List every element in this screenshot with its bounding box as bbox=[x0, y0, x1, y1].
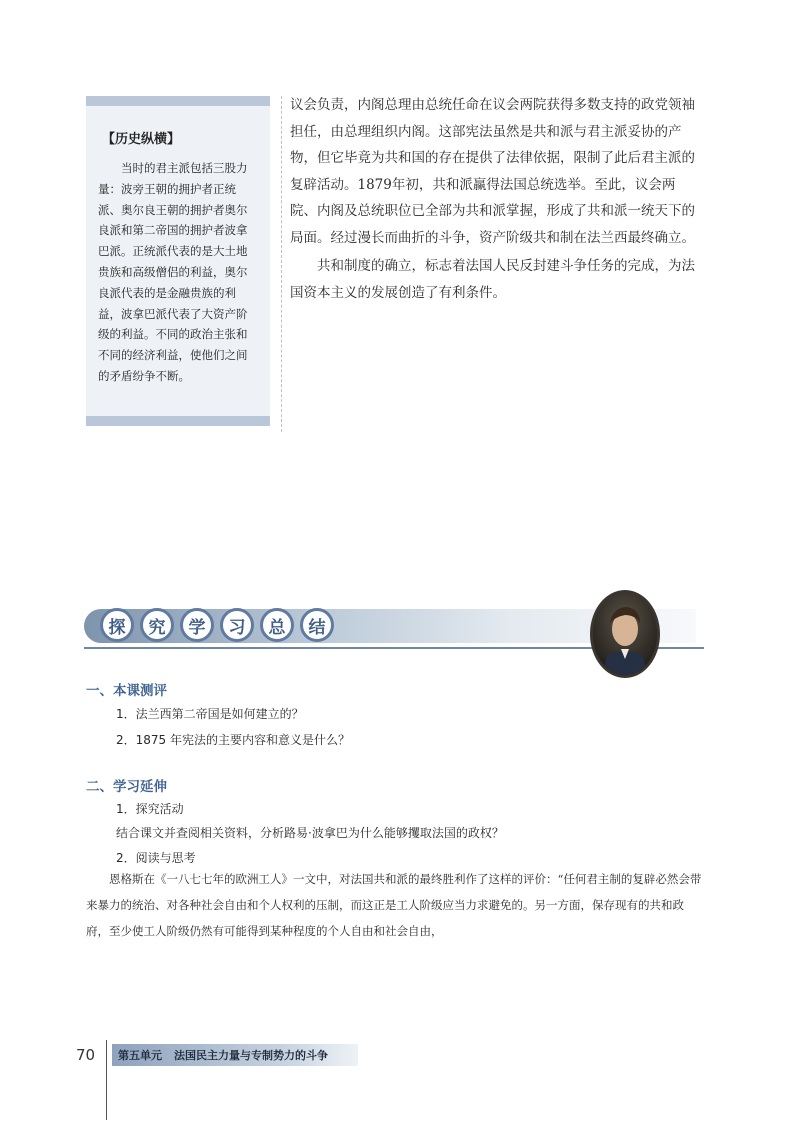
banner-char: 究 bbox=[140, 608, 174, 642]
body-paragraph-1: 议会负责，内阁总理由总统任命在议会两院获得多数支持的政党领袖担任，由总理组织内阁。这部宪法虽然是共和派与君主派妥协的产物，但它毕竟为共和国的存在提供了法律依据，限制了此后君主派的复辟活动。1879年初，共和派赢得法国总统选举。至此，议会两院、内阁及总统职位已全部为共和派掌握，形成了共和派一统天下的局面。经过漫长而曲折的斗争，资产阶级共和制在法兰西最终确立。 bbox=[290, 97, 695, 246]
column-divider bbox=[281, 96, 282, 432]
inquiry-activity-text: 结合课文并查阅相关资料，分析路易·波拿巴为什么能够攫取法国的政权？ bbox=[116, 826, 504, 840]
body-paragraph-2: 共和制度的确立，标志着法国人民反封建斗争任务的完成，为法国资本主义的发展创造了有利条件。 bbox=[290, 258, 695, 301]
assessment-question-1: 1．法兰西第二帝国是如何建立的？ bbox=[116, 707, 304, 721]
engels-quote: 恩格斯在《一八七七年的欧洲工人》一文中，对法国共和派的最终胜利作了这样的评价：“任何君主制的复辟必然会带来暴力的统治、对各种社会自由和个人权利的压制，而这正是工人阶级应当力求避免的。另一方面，保存现有的共和政府，至少使工人阶级仍然有可能得到某种程度的个人自由和社会自由， bbox=[86, 872, 702, 938]
banner-char: 总 bbox=[260, 608, 294, 642]
sidebar-title: 【历史纵横】 bbox=[102, 132, 181, 147]
page-number: 70 bbox=[76, 1046, 96, 1064]
section-heading-extension: 二、学习延伸 bbox=[86, 779, 167, 795]
sidebar-text: 当时的君主派包括三股力量：波旁王朝的拥护者正统派、奥尔良王朝的拥护者奥尔良派和第二帝国的拥护者波拿巴派。正统派代表的是大土地贵族和高级僧侣的利益，奥尔良派代表的是金融贵族的利益，波拿巴派代表了大资产阶级的利益。不同的政治主张和不同的经济利益，使他们之间的矛盾纷争不断。 bbox=[98, 161, 248, 383]
footer-chapter-title: 法国民主力量与专制势力的斗争 bbox=[174, 1049, 328, 1062]
napoleon-portrait-image bbox=[590, 590, 660, 678]
footer-strip bbox=[112, 1044, 358, 1066]
banner-char: 结 bbox=[300, 608, 334, 642]
footer-rule bbox=[106, 1040, 107, 1120]
portrait-illustration bbox=[593, 593, 657, 675]
assessment-question-2: 2．1875 年宪法的主要内容和意义是什么？ bbox=[116, 733, 350, 747]
footer-unit: 第五单元 bbox=[118, 1049, 162, 1062]
main-body-text bbox=[290, 92, 698, 306]
banner-title bbox=[100, 603, 334, 642]
reading-label: 2．阅读与思考 bbox=[116, 851, 196, 865]
section-heading-assessment: 一、本课测评 bbox=[86, 683, 167, 699]
history-sidebar-box bbox=[86, 96, 270, 426]
banner-char: 学 bbox=[180, 608, 214, 642]
banner-char: 探 bbox=[100, 608, 134, 642]
banner-char: 习 bbox=[220, 608, 254, 642]
inquiry-activity-label: 1．探究活动 bbox=[116, 802, 184, 816]
